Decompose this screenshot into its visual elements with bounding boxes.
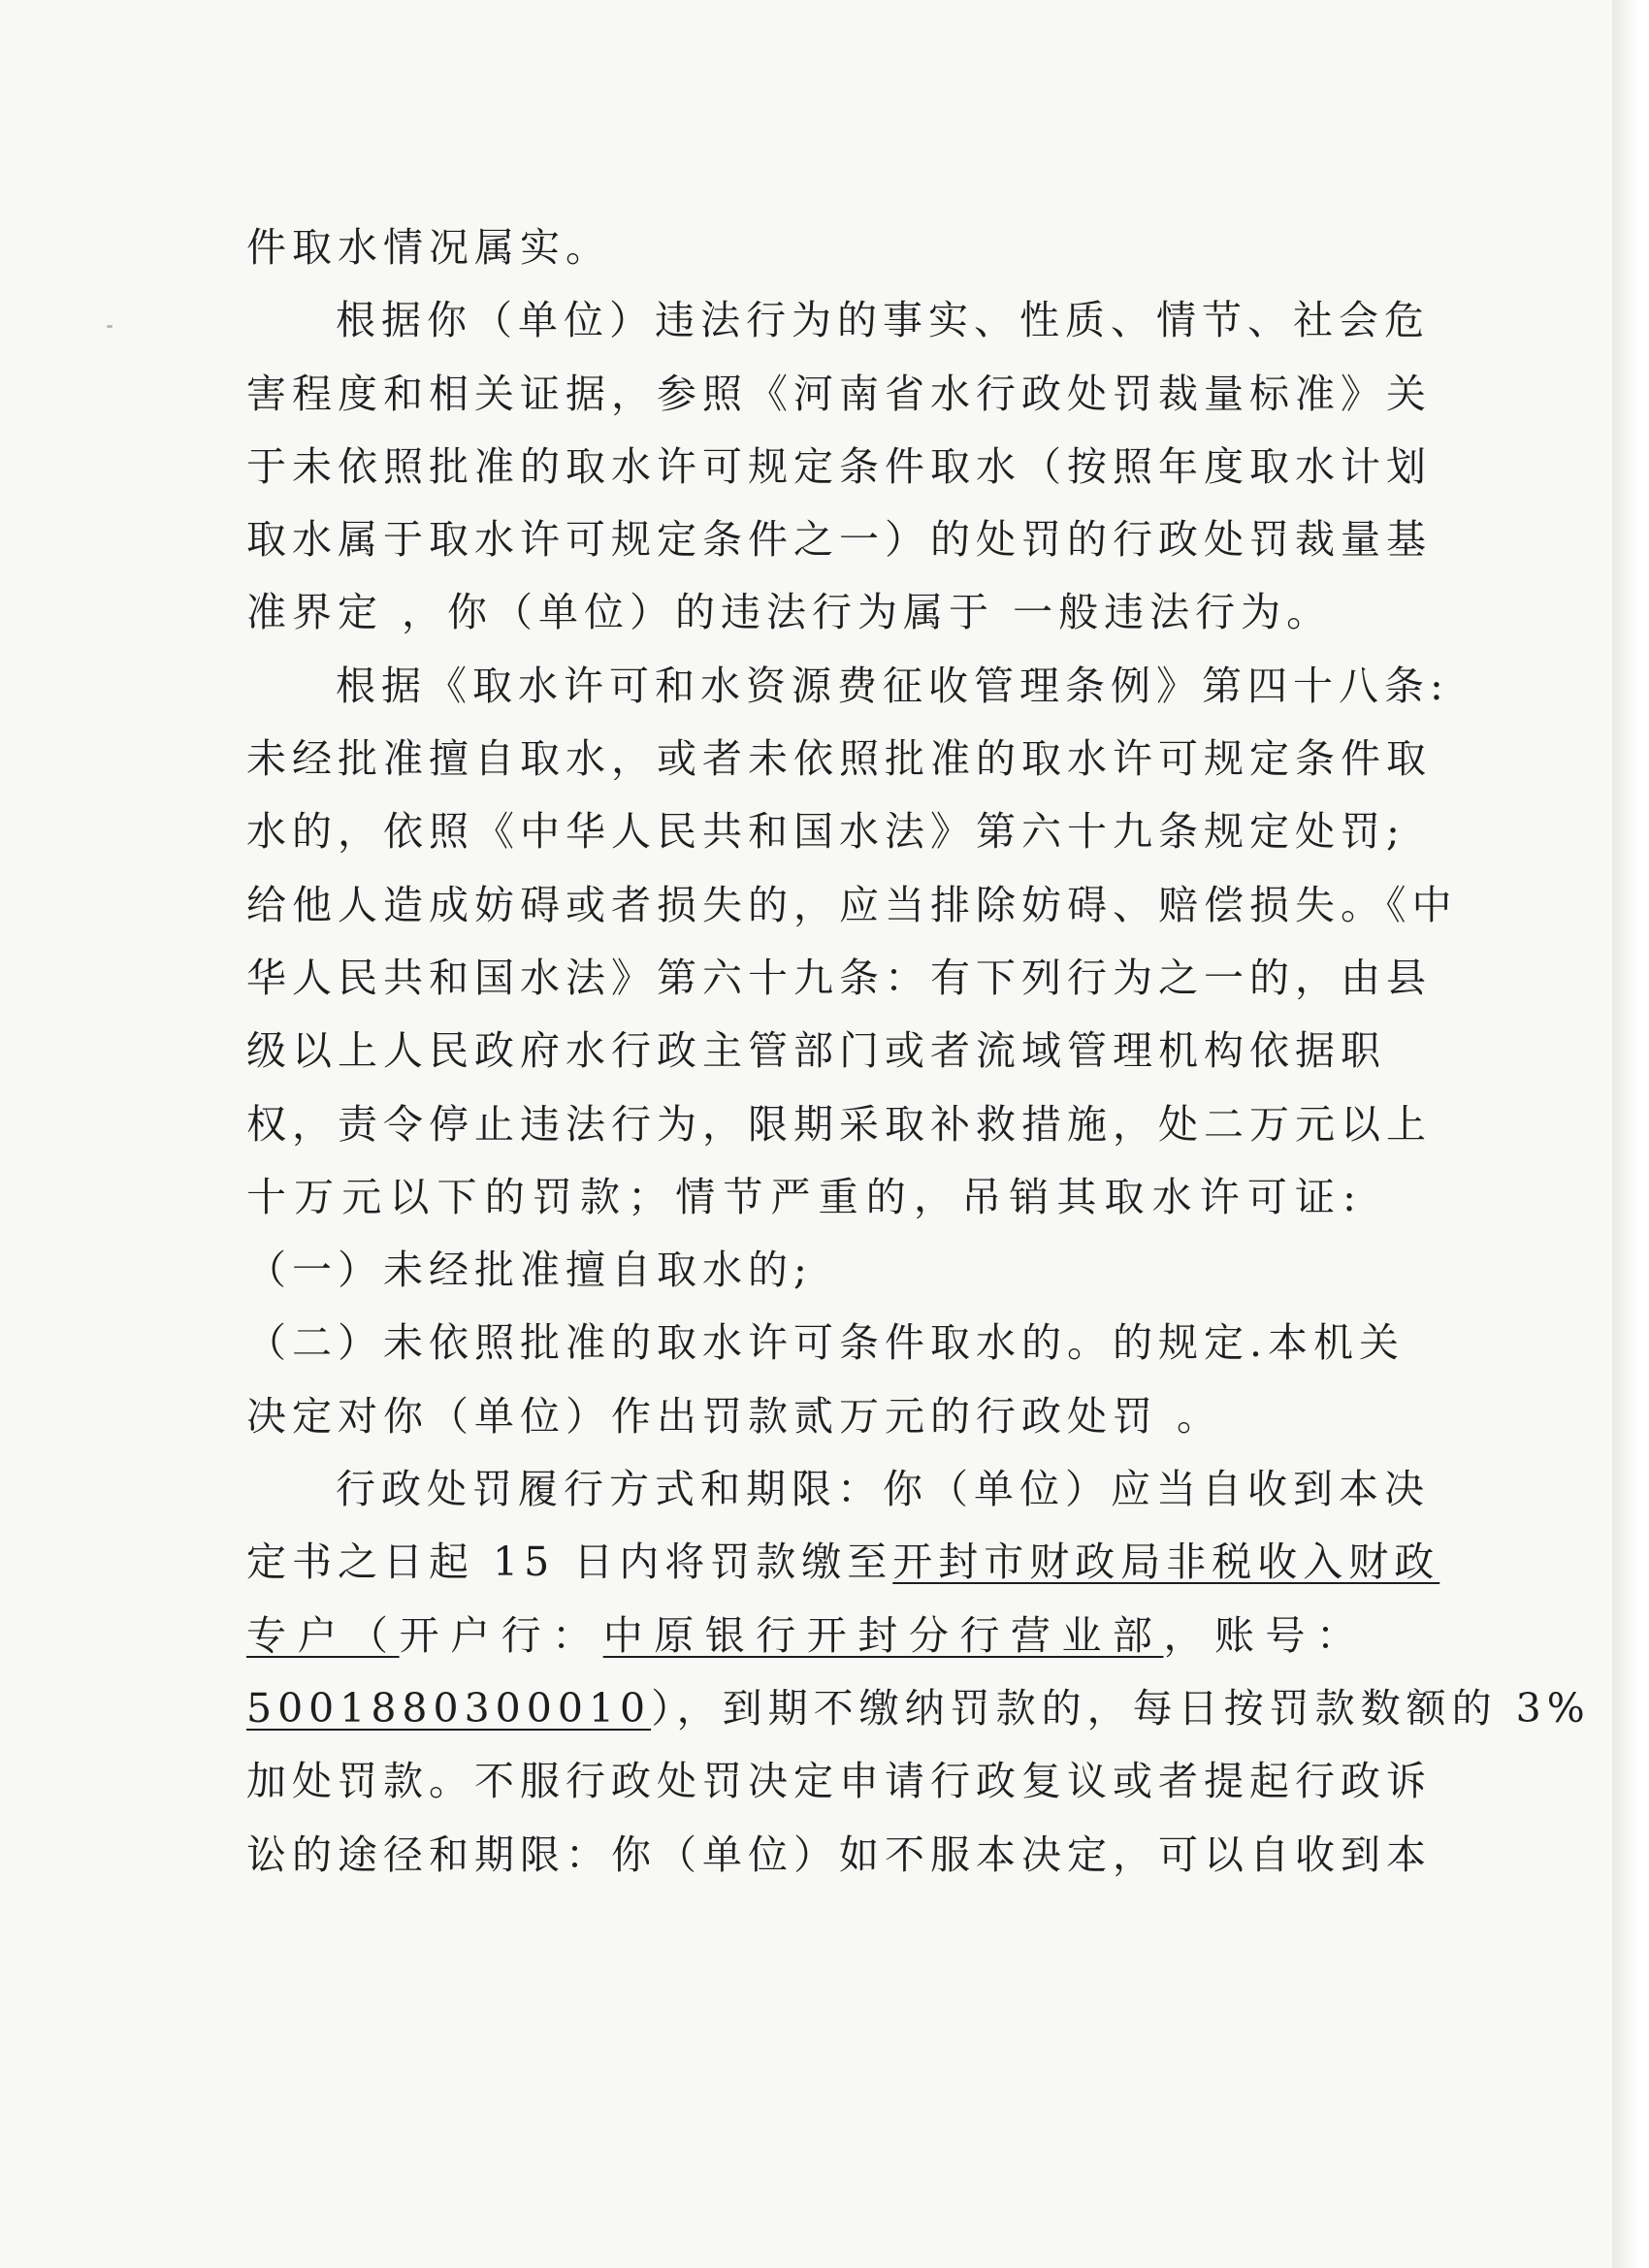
- paragraph-start: 根据《取水许可和水资源费征收管理条例》第四十八条:: [336, 662, 1449, 709]
- text-line: 件取水情况属实。: [246, 224, 611, 271]
- payee-account-name-cont: 专户（: [246, 1611, 400, 1659]
- text-line: 害程度和相关证据，参照《河南省水行政处罚裁量标准》关: [246, 370, 1432, 417]
- paragraph-start: 根据你（单位）违法行为的事实、性质、情节、社会危: [336, 297, 1430, 344]
- text-line: 于未依照批准的取水许可规定条件取水（按照年度取水计划: [246, 442, 1432, 490]
- scan-mark: [107, 325, 113, 328]
- list-item: （一）未经批准擅自取水的;: [246, 1247, 813, 1294]
- text-line: 华人民共和国水法》第六十九条：有下列行为之一的，由县: [246, 954, 1432, 1001]
- text-line: 取水属于取水许可规定条件之一）的处罚的行政处罚裁量基: [246, 516, 1432, 564]
- paragraph-start: 行政处罚履行方式和期限：你（单位）应当自收到本决: [336, 1466, 1430, 1513]
- bank-name: 中原银行开封分行营业部: [602, 1611, 1164, 1659]
- text-line: 未经批准擅自取水，或者未依照批准的取水许可规定条件取: [246, 735, 1432, 783]
- text-line: 给他人造成妨碍或者损失的，应当排除妨碍、赔偿损失。《中: [246, 881, 1458, 928]
- text-line: 定书之日起 15 日内将罚款缴至开封市财政局非税收入财政: [246, 1539, 1440, 1586]
- document-body: [246, 211, 1591, 1892]
- text-line: 讼的途径和期限：你（单位）如不服本决定，可以自收到本: [246, 1831, 1432, 1878]
- payee-account-name: 开封市财政局非税收入财政: [892, 1539, 1440, 1586]
- scan-edge-shadow: [1612, 0, 1649, 2268]
- text-line: 决定对你（单位）作出罚款贰万元的行政处罚 。: [246, 1392, 1223, 1440]
- text-line: 专户（开户行：中原银行开封分行营业部，账号：: [246, 1611, 1363, 1659]
- text-line: 加处罚款。不服行政处罚决定申请行政复议或者提起行政诉: [246, 1758, 1432, 1805]
- account-number: 5001880300010: [246, 1684, 652, 1732]
- text-line: 权，责令停止违法行为，限期采取补救措施，处二万元以上: [246, 1100, 1432, 1148]
- text-line: 准界定 ，你（单位）的违法行为属于 一般违法行为。: [246, 589, 1333, 636]
- list-item: （二）未依照批准的取水许可条件取水的。的规定.本机关: [246, 1319, 1406, 1367]
- text-line: 水的，依照《中华人民共和国水法》第六十九条规定处罚;: [246, 808, 1406, 856]
- text-line: 级以上人民政府水行政主管部门或者流域管理机构依据职: [246, 1027, 1386, 1075]
- text-line: 5001880300010），到期不缴纳罚款的，每日按罚款数额的 3%: [246, 1684, 1591, 1732]
- text-line: 十万元以下的罚款；情节严重的，吊销其取水许可证:: [246, 1173, 1362, 1220]
